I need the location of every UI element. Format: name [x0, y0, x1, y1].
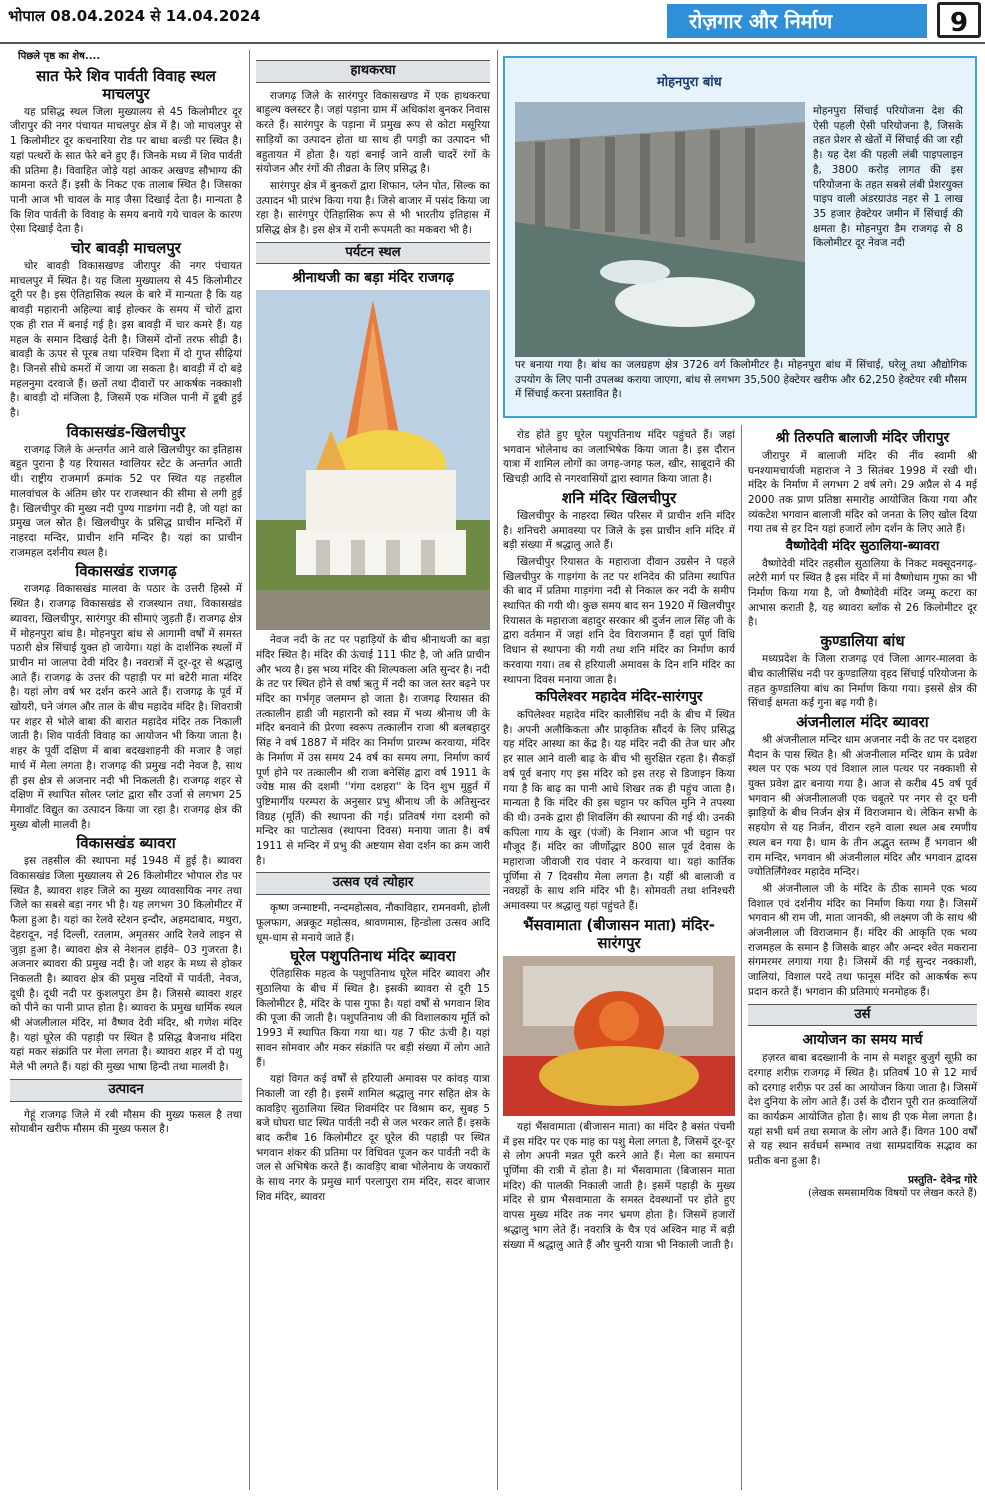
section-box-production: उत्पादन — [10, 1079, 242, 1102]
paragraph: मध्यप्रदेश के जिला राजगढ़ एवं जिला आगर-मालवा के बीच कालीसिंध नदी पर कुण्डालिया वृहद सिंचाई परियोजना के तहत कुण्डालिया बांध का निर्माण किया गया। इससे क्षेत्र की सिंचाई क्षमता कई गुना बढ़ गयी है। — [748, 653, 977, 710]
dam-photo — [515, 102, 805, 357]
paragraph: नेवज नदी के तट पर पहाड़ियों के बीच श्रीनाथजी का बड़ा मंदिर स्थित है। मंदिर की ऊंचाई 111 फीट है, जो अति प्राचीन और भव्य है। इस भव्य मंदिर की शिल्पकला अति सुन्दर है। नदी के तट पर स्थित होने से वर्षा ऋतु में नदी का जल स्तर बढ़ने पर मंदिर का गर्भगृह जलमग्न हो जाता है। राजगढ़ रियासत की तत्कालीन हाडी जी महारानी को स्वप्न में भव्य श्रीनाथ जी के मंदिर बनवाने की प्रेरणा स्वरूप तत्कालीन राजा श्री बलबहादुर सिंह ने वर्ष 1887 में मंदिर का निर्माण प्रारम्भ करवाया, मंदिर के निर्माण में उस समय 24 वर्ष का समय लगा, निर्माण कार्य पूर्ण होने पर तत्कालीन श्री राजा बनेसिंह द्वारा वर्ष 1911 के ज्येष्ठ मास की दशमी ''गंगा दशहरा'' के दिन शुभ मुहुर्त में पुष्टिमार्गीय परम्परा के अनुसार प्रभु श्रीनाथ जी के अतिसुन्दर विग्रह (मूर्ति) की स्थापना की गई। प्रतिवर्ष गंगा दशमी को मन्दिर का पाटोत्सव (स्थापना दिवस) मनाया जाता है। वर्ष 1911 से मन्दिर में प्रभु की अष्टयाम सेवा दर्शन का क्रम जारी है। — [256, 634, 490, 867]
column-1 — [10, 50, 242, 1139]
paragraph: श्री अंजनीलाल मन्दिर धाम अजनार नदी के तट पर दशहरा मैदान के पास स्थित है। श्री अंजनीलाल मन्दिर धाम के प्रवेश स्थल पर एक भव्य एवं विशाल लाल पत्थर पर नक्काशी से युक्त प्रवेश द्वार बनाया गया है। आज से करीब 45 वर्ष पूर्व भगवान श्री अंजनीलालजी एक चबूतरे पर नगर से दूर घनी झाड़ियों के बीच निर्जन क्षेत्र में विराजमान थे। लेकिन सभी के सहयोग से यह निर्जन, वीरान रहने वाला स्थल अब रमणीय स्थल बन गया है। धाम के तीन अद्भुत स्तम्भ हैं भगवान श्री राम मन्दिर, भगवान श्री अंजनीलाल मंदिर और भगवान द्वादस ज्योतिर्लिंगेश्वर महादेव मन्दिर। — [748, 733, 977, 879]
column-4 — [748, 428, 977, 1202]
paragraph: यहां विगत कई वर्षों से हरियाली अमावस पर कांवड़ यात्रा निकाली जा रही है। इसमें शामिल श्रद्धालु नगर सहित क्षेत्र के कावड़िए सुठालिया स्थित शिवमंदिर पर विश्राम कर, सुबह 5 बजे घोघरा घाट स्थित पार्वती नदी से जल भरकर लाते हैं। इसके बाद करीब 16 किलोमीटर दूर घूरेल की पहाड़ी पर स्थित भगवान शंकर की प्रतिमा पर विधिवत पूजन कर पार्वती नदी के जल से अभिषेक करते हैं। कावड़िए बाबा भोलेनाथ के जयकारों के साथ नगर के प्रमुख मार्ग परलापुरा राम मंदिर, सदर बाजार शिव मंदिर, ब्यावरा — [256, 1073, 490, 1203]
page-header — [0, 0, 985, 42]
heading-rajgarh-block: विकासखंड राजगढ़ — [75, 562, 177, 581]
paragraph: रोड होते हुए घूरेल पशुपतिनाथ मंदिर पहुंचते हैं। जहां भगवान भोलेनाथ का जलाभिषेक किया जाता है। इस दौरान यात्रा में शामिल लोगों का जगह-जगह फल, खीर, साबूदाने की खिचड़ी आदि से नगरवासियों द्वारा स्वागत किया जाता है। — [503, 429, 735, 486]
paragraph: यहां भैंसवामाता (बीजासन माता) का मंदिर है बसंत पंचमी में इस मंदिर पर एक माह का पशु मेला लगता है, जिसमें दूर-दूर से लोग अपनी मन्नत पूरी करने आते हैं। मेला का समापन पूर्णिमा की रात्री में होता है। मां भैंसवामाता (बिजासन माता मंदिर) की पालकी निकाली जाती है। इसमें पहाड़ी के मुख्य मंदिर से ग्राम भैसवामाता के समस्त देवस्थानों पर होते हुए वापस मुख्य मंदिर तक नगर भ्रमण होता है। जिसमें हजारों श्रद्धालु भाग लेते हैं। नवरात्रि के चैत्र एवं अश्विन माह में बड़ी संख्या में श्रद्धालु आते हैं और चुनरी यात्रा भी निकाली जाती है। — [503, 1120, 735, 1251]
column-divider — [249, 50, 250, 1490]
paragraph: जीरापुर में बालाजी मंदिर की नींव स्वामी श्री घनश्यामचार्यजी महाराज ने 3 सितंबर 1998 में रखी थी। मंदिर के निर्माण में लगभग 2 वर्ष लगे। 29 अप्रैल से 4 मई 2000 तक प्राण प्रतिष्ठा समारोह आयोजित किया गया और व्यंकटेश भगवान बालाजी मंदिर को जनता के लिए खोल दिया गया तब से हर दिन यहां हजारों लोग दर्शन के लिए आते हैं। — [748, 449, 977, 536]
paragraph: राजगढ़ विकासखंड मालवा के पठार के उत्तरी हिस्से में स्थित है। राजगढ़ विकासखंड से राजस्थान तथा, विकासखंड ब्यावरा, खिलचीपुर, सारंगपुर की सीमाएं जुड़ती हैं। राजगढ़ क्षेत्र में मोहनपुरा बांध है। मोहनपुरा बांध से आगामी वर्षों में समस्त पठारी क्षेत्र सिंचाई युक्त हो जायेगा। यहां के दार्शनिक स्थलों में प्राचीन मां जालपा देवी मंदिर है। नवरात्रों में दूर-दूर से श्रद्धालु आते हैं। राजगढ़ के उत्तर की पहाड़ी पर मां बटेरी माता मंदिर है। यहां लोग वर्ष भर दर्शन करने आते हैं। राजगढ़ के पूर्व में खोयरी, घने जंगल और ताल के बीच महादेव मंदिर है। शिवरात्री पर शहर से भोले बाबा की बारात महादेव मंदिर तक निकाली जाती है। शिव पार्वती विवाह का आयोजन भी किया जाता है। शहर के पूर्वी दक्षिण में बाबा बदखशाहनी की मजार है जहां मार्च में मेला लगता है। राजगढ़ की प्रमुख नदी नेवज है, साथ ही इस क्षेत्र से अजनार नदी भी निकलती है। राजगढ़ शहर से दक्षिण में स्थापित सोलर प्लांट द्वारा सौर उर्जा से लगभग 25 मेगावॉट विद्युत का उत्पादन किया जा रहा है। राजगढ़ क्षेत्र की मुख्य बोली मालवी है। — [10, 583, 242, 831]
heading-bhainswamata: भैंसवामाता (बीजासन माता) मंदिर-सारंगपुर — [523, 915, 715, 952]
column-2 — [256, 50, 490, 1207]
column-divider — [741, 425, 742, 1490]
feature-side-text: मोहनपुरा सिंचाई परियोजना देश की ऐसी पहली ऐसी परियोजना है, जिसके तहत प्रेशर से खेतों में सिंचाई की जा रही है। यह देश की पहली लंबी पाइपलाइन है, 3800 करोड़ लागत की इस परियोजना के तहत सबसे लंबी प्रेशरयुक्त पाइप वाली अंडरग्राउंड नहर से 1 लाख 35 हजार हेक्टेयर जमीन में सिंचाई की क्षमता है। मोहनपुरा डैम राजगढ़ से 8 किलोमीटर दूर नेवज नदी — [813, 105, 963, 250]
continued-note: पिछले पृष्ठ का शेष.... — [18, 51, 101, 62]
temple-photo — [256, 290, 490, 630]
bhainswamata-photo — [503, 956, 735, 1116]
paragraph: गेहूं राजगढ़ जिले में रबी मौसम की मुख्य फसल है तथा सोयाबीन खरीफ मौसम की मुख्य फसल है। — [10, 1108, 242, 1136]
paragraph: यह प्रसिद्ध स्थल जिला मुख्यालय से 45 किलोमीटर दूर जीरापुर की नगर पंचायत माचलपुर क्षेत्र में है। जो माचलपुर से 1 किलोमीटर दूर कचनारिया रोड पर बाधा बल्डी पर स्थित है। यहां पत्थरों के सात फेरे बने हुए हैं। जिनके मध्य में शिव पार्वती की प्रतिमा है। विवाहित जोड़े यहां आकर अखण्ड सौभाग्य की कामना करते हैं। इसी के निकट एक तालाब स्थित है। जिसका पानी आज भी चावल के माड़ जैसा दिखाई देता है। मान्यता है कि शिव पार्वती के विवाह के समय बनाये गये चावल के कारण ऐसा दिखाई देता है। — [10, 105, 242, 236]
author-note: (लेखक समसामयिक विषयों पर लेखन करते हैं) — [807, 1188, 977, 1200]
paragraph: इस तहसील की स्थापना मई 1948 में हुई है। ब्यावरा विकासखंड जिला मुख्यालय से 26 किलोमीटर भोपाल रोड पर स्थित है, ब्यावरा शहर जिले का मुख्य व्यावसायिक नगर तथा जिले का सबसे बड़ा नगर भी है। यह लगभग 30 किलोमीटर में फैला हुआ है। यहां का रेलवे स्टेशन इन्दौर, अहमदाबाद, मथुरा, देहरादून, नई दिल्ली, रतलाम, अमृतसर आदि रेलवे लाइन से जुड़ा हुआ है। ब्यावरा क्षेत्र से नेशनल हाईवे– 03 गुजरता है। अजनार ब्यावरा की प्रमुख नदी है। जो शहर के मध्य से होकर निकलती है। ब्यावरा क्षेत्र की प्रमुख नदियों में पार्वती, नेवज, दूधी है। दूधी नदी पर कुशलपुरा डेम है। जिससे ब्यावरा शहर को पीने का पानी प्राप्त होता है। ब्यावरा के प्रमुख धार्मिक स्थल श्री अंजलीलाल मंदिर, मां वैष्णव देवी मंदिर, श्री गणेश मंदिर है। यहां घूरेल की पहाड़ी पर स्थित है प्रसिद्ध बैजनाथ मंदिरा यहां मकर संक्रांति पर मेला लगता है। ब्यावरा शहर में दो पशु मेले भी लगते हैं। यहां की मुख्य भाषा हिन्दी तथा मालवी है। — [10, 855, 242, 1074]
mohanpura-dam-feature — [503, 56, 977, 418]
heading-khilchipur: विकासखंड-खिलचीपुर — [66, 422, 186, 441]
paragraph: कृष्ण जन्माष्टमी, नन्दमहोत्सव, नौकाविहार, रामनवमी, होली फूलफाग, अन्नकूट महोत्सव, श्रावणमास, हिन्डोला उत्सव आदि धूम-धाम से मनाये जाते हैं। — [256, 902, 490, 944]
dateline: भोपाल 08.04.2024 से 14.04.2024 — [8, 7, 261, 25]
section-box-festivals: उत्सव एवं त्योहार — [256, 872, 490, 895]
heading-shani-mandir: शनि मंदिर खिलचीपुर — [561, 488, 677, 507]
paragraph: चोर बावड़ी विकासखण्ड जीरापुर की नगर पंचायत माचलपुर में स्थित है। यह जिला मुख्यालय से 45 किलोमीटर दूरी पर है। इस ऐतिहासिक स्थल के बारे में मान्यता है कि यह बावड़ी महारानी अहिल्या बाई होल्कर के समय में चोरों द्वारा एक ही रात में बनाई गई है। इस बावड़ी में चार कमरे हैं। यह महल के समान दिखाई देती है। जिसमें दोनों तरफ सीढ़ी है। बावड़ी के ऊपर से पूरब तथा पश्चिम दिशा में दो गुप्त सीढ़ियां है। जिनसे सीधे कमरों में जाया जा सकता है। बावड़ी में दो बड़े महलनुमा दरवाजे हैं। छतों तथा दीवारों पर आकर्षक नक्काशी है। बावड़ी दो मंजिला है, जिसमें एक मंजिल पानी में डूबी हुई है। — [10, 260, 242, 420]
paragraph: ऐतिहासिक महत्व के पशुपतिनाथ घूरेल मंदिर ब्यावरा और सुठालिया के बीच में स्थित है। इसकी ब्यावरा से दूरी 15 किलोमीटर है, मंदिर के पास गुफा है। यहां वर्षों से भगवान शिव की पूजा की जाती है। पशुपतिनाथ जी की विशालकाय मूर्ति को 1993 में स्थापित किया गया था। यह 7 फीट ऊंची है। यहां सावन सोमवार और मकर संक्रांति पर बड़ी संख्या में लोग आते हैं। — [256, 968, 490, 1069]
heading-ghurel: घूरेल पशुपतिनाथ मंदिर ब्यावरा — [290, 947, 456, 966]
section-box-tourism: पर्यटन स्थल — [256, 242, 490, 265]
paragraph: राजगढ़ जिले के सारंगपुर विकासखण्ड में एक हाथकरघा बाहुल्य क्लस्टर है। जहां पड़ाना ग्राम में अधिकांश बुनकर निवास करते हैं। सारंगपुर के पड़ाना में प्रमुख रूप से कोटा मसूरिया साड़ियों का उत्पादन होता था साथ ही पगड़ी का उत्पादन भी बहुतायत में होता है। यहां बनाई जाने वाली चादरें रंगों के संयोजन और रंगों की तीव्रता के लिए प्रसिद्ध है। — [256, 89, 490, 176]
column-divider — [497, 50, 498, 1490]
header-rule — [0, 42, 985, 44]
shrinathji-temple-image — [256, 290, 490, 630]
feature-title: मोहनपुरा बांध — [657, 75, 722, 90]
section-box-handloom: हाथकरघा — [256, 60, 490, 83]
paragraph: सारंगपुर क्षेत्र में बुनकरों द्वारा शिफान, प्लेन पोत, सिल्क का उत्पादन भी प्रारंभ किया गया है। जिसे बाजार में पसंद किया जा रहा है। सारंगपुर ऐतिहासिक रूप से भी भारतीय इतिहास में प्रसिद्ध क्षेत्र है। इस क्षेत्र में रानी रूपमती का मकबरा भी है। — [256, 179, 490, 237]
author-credit: प्रस्तुति- देवेन्द्र गोरे — [908, 1173, 977, 1186]
column-3 — [503, 428, 735, 1254]
section-box-urs: उर्स — [748, 1004, 977, 1027]
heading-chor-bawdi: चोर बावड़ी माचलपुर — [71, 239, 181, 258]
heading-kundaliya: कुण्डालिया बांध — [820, 632, 905, 651]
paragraph: हज़रत बाबा बदख्शानी के नाम से मशहूर बुजुर्ग सूफ़ी का दरगाह शरीफ़ राजगढ़ में स्थित है। प्रतिवर्ष 10 से 12 मार्च को दरगाह शरीफ़ पर उर्स का आयोजन किया जाता है। जिसमें देश दुनिया के लोग आते हैं। उर्स के दौरान पूरी रात क़व्वालियों का कार्यक्रम आयोजित होता है। साथ ही एक मेला लगता है। यहां सभी धर्म तथा समाज के लोग आते हैं। विगत 100 वर्षों से यह स्थान सर्वधर्म सम्भाव तथा साम्प्रदायिक सद्भाव का प्रतीक बना हुआ है। — [748, 1052, 977, 1168]
heading-machalpur-vivah: सात फेरे शिव पार्वती विवाह स्थल माचलपुर — [36, 66, 216, 103]
paragraph: राजगढ़ जिले के अन्तर्गत आने वाले खिलचीपुर का इतिहास बहुत पुराना है यह रियासत ग्वालियर स्टेट के अन्तर्गत आती थी। राष्ट्रीय राजमार्ग क्रमांक 52 पर स्थित यह तहसील मालवांचल के अंतिम छोर पर राजस्थान की सीमा से लगी हुई है। खिलचीपुर की मुख्य नदी पुण्य गाडगंगा नदी है, जो यहां का प्रमुख जल स्रोत है। खिलचीपुर के प्रसिद्ध प्राचीन मन्दिरों में नाहरदा मन्दिर, प्राचीन शनि मन्दिर है। यहां का प्राचीन राजमहल दर्शनीय स्थल है। — [10, 443, 242, 559]
feature-bottom-text: पर बनाया गया है। बांध का जलग्रहण क्षेत्र 3726 वर्ग किलोमीटर है। मोहनपुरा बांध में सिंचाई, घरेलू तथा औद्योगिक उपयोग के लिए पानी उपलब्ध कराया जाएगा, बांध से लगभग 35,500 हेक्टेयर खरीफ और 62,250 हेक्टेयर रबी मौसम में सिंचाई करना प्रस्तावित है। — [515, 359, 967, 401]
heading-kapileshwar: कपिलेश्वर महादेव मंदिर-सारंगपुर — [535, 689, 703, 706]
heading-biaora-block: विकासखंड ब्यावरा — [76, 834, 176, 853]
paragraph: वैष्णोदेवी मंदिर तहसील सुठालिया के निकट मक्सूदनगढ़-लटेरी मार्ग पर स्थित है इस मंदिर में मां वैष्णोधाम गुफा का भी निर्माण किया गया है, जो वैष्णोदेवी मंदिर जम्मू कटरा का आभास कराती है, यह ब्यावरा ब्लॉक से 26 किलोमीटर दूर है। — [748, 557, 977, 629]
heading-shrinathji: श्रीनाथजी का बड़ा मंदिर राजगढ़ — [292, 270, 454, 287]
heading-anjanilal: अंजनीलाल मंदिर ब्यावरा — [796, 712, 929, 731]
mohanpura-dam-image — [515, 102, 805, 357]
bhainswamata-image — [503, 956, 735, 1116]
paragraph: खिलचीपुर के नाहरदा स्थित परिसर में प्राचीन शनि मंदिर है। शनिचरी अमावस्या पर जिले के इस प्राचीन शनि मंदिर में बड़ी संख्या में श्रद्धालु आते हैं। — [503, 509, 735, 552]
page-number: 9 — [937, 2, 981, 38]
section-brand: रोज़गार और निर्माण — [667, 4, 927, 38]
heading-tirupati: श्री तिरुपति बालाजी मंदिर जीरापुर — [775, 430, 950, 446]
heading-urs-time: आयोजन का समय मार्च — [802, 1032, 923, 1049]
heading-vaishnodevi: वैष्णोदेवी मंदिर सुठालिया-ब्यावरा — [785, 539, 940, 555]
paragraph: खिलचीपुर रियासत के महाराजा दीवान उग्रसेन ने पहले खिलचीपुर के गाड़गंगा के तट पर शनिदेव की प्रतिमा स्थापित की बाद में प्रतिमा गाड़गंगा नदी से निकाल कर नदी के समीप स्थापित की गयी थी। कुछ समय बाद सन 1920 में खिलचीपुर रियासत के महाराजा बहादुर सरकार श्री दुर्जन लाल सिंह जी के द्वारा वर्तमान में जहां शनि देव विराजमान हैं वहां पूर्ण विधि विधान से स्थापना की गयी तथा शनि मंदिर का निर्माण कार्य करवाया गया। तब से हरियाली अमावस के दिन शनि मंदिर का स्थापना दिवस मनाया जाता है। — [503, 555, 735, 686]
paragraph: कपिलेश्वर महादेव मंदिर कालीसिंध नदी के बीच में स्थित है। अपनी अलौकिकता और प्राकृतिक सौंदर्य के लिए प्रसिद्ध यह मंदिर आस्था का केंद्र है। यह मंदिर नदी की तेज धार और हर साल आने वाली बाढ़ के बीच भी सुरक्षित रहता है। सैकड़ों वर्ष पूर्व बनाए गए इस मंदिर को इस तरह से डिजाइन किया गया है कि बाढ़ का पानी आधे शिखर तक ही पहुंच जाता है। मान्यता है कि मंदिर की इस चट्टान पर कपिल मुनि ने तपस्या की थी। उनके द्वारा ही शिवलिंग की स्थापना की गई थी। उनकी कपिला गाय के खुर (पंजों) के निशान आज भी चट्टान पर मौजूद हैं। मंदिर का जीर्णोद्धार 800 साल पूर्व देवास के महाराजा जीवाजी राव पंवार ने करवाया था। यहां कार्तिक पूर्णिमा से 7 दिवसीय मेला लगता है। यहीं श्री बालाजी व नवग्रहों के साथ शनि मंदिर भी है। सोमवती तथा शनिश्चरी अमावस्या पर श्रद्धालु यहां पहुंचते हैं। — [503, 709, 735, 913]
paragraph: श्री अंजनीलाल जी के मंदिर के ठीक सामने एक भव्य विशाल एवं दर्शनीय मंदिर का निर्माण किया गया है। जिसमें भगवान श्री राम जी, माता जानकी, श्री लक्ष्मण जी के साथ श्री अंजनीलाल जी विराजमान हैं। मंदिर की आकृति एक भव्य राजमहल के समान है जिसके बाहर और अन्दर श्वेत मकराना संगमरमर लगाया गया है। जिसमें की गई सुन्दर नक्काशी, जालियां, विशाल परदे तथा फानूस मंदिर को आकर्षक रूप प्रदान करते हैं। भगवान की प्रतिमाएं मनमोहक हैं। — [748, 882, 977, 998]
